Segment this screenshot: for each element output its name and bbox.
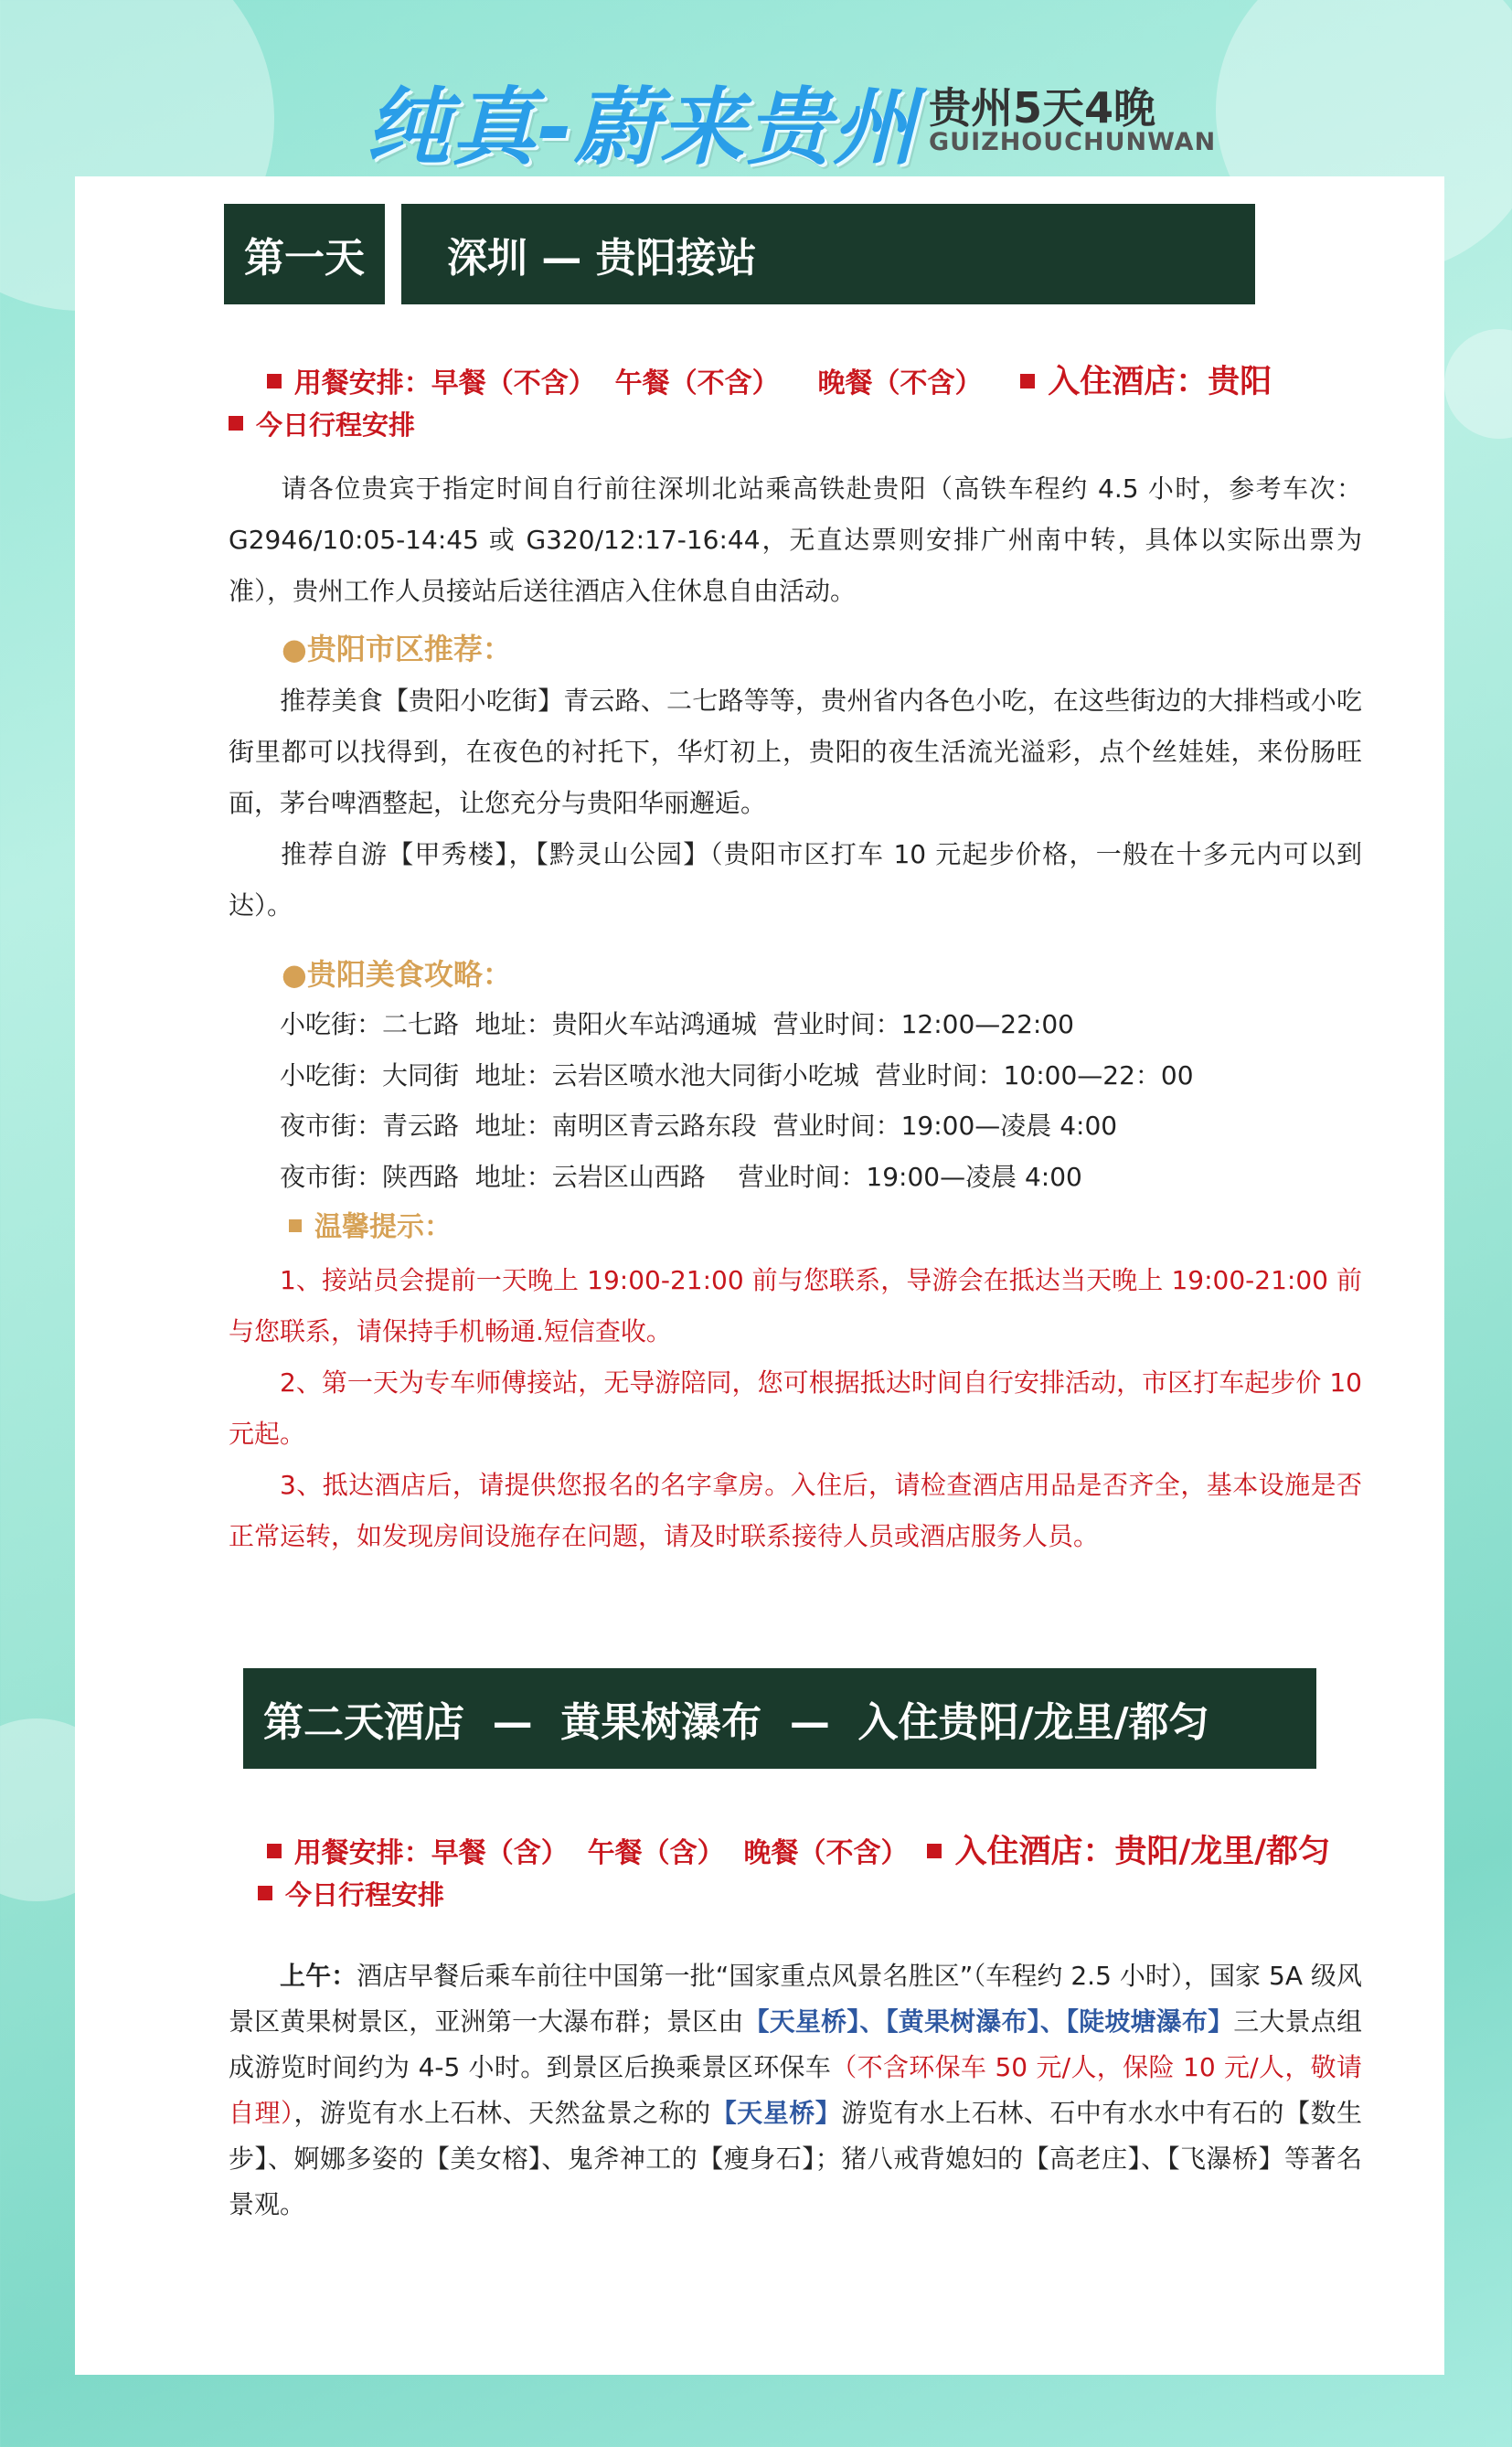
- day1-meals: 用餐安排：早餐（不含） 午餐（不含） 晚餐（不含）: [293, 367, 983, 399]
- square-bullet-icon: [927, 1844, 942, 1858]
- day1-schedule-heading: [229, 405, 415, 442]
- header: [0, 55, 1512, 174]
- food-line: 夜市街：陕西路 地址：云岩区山西路 营业时间：19:00—凌晨 4:00: [280, 1162, 1082, 1192]
- day1-tip-2: [229, 1357, 1362, 1460]
- square-bullet-icon: [229, 416, 243, 431]
- page-title: 纯真-蔚来贵州: [366, 79, 919, 176]
- day2-text: 酒店早餐后乘车前往中国第一批“国家重点风景名胜区”（车程约 2.5 小时），国家 5A 级风景区黄果树景区，亚洲第一大瀑布群；景区由: [229, 1961, 1362, 2037]
- day2-highlight: 【天星桥】: [710, 2098, 842, 2128]
- day1-tips-heading: [289, 1204, 452, 1244]
- day2-label: 第二天: [263, 1699, 384, 1746]
- day1-hotel: 入住酒店：贵阳: [1048, 364, 1272, 400]
- day1-rec-food: [229, 676, 1362, 829]
- square-bullet-icon: [267, 374, 282, 388]
- day1-label: 第一天: [224, 204, 385, 304]
- square-bullet-icon: [267, 1844, 282, 1858]
- day2-text: 游览有水上石林、石中有水水中有石的【数生步】、婀娜多姿的【美女榕】、鬼斧神工的【瘦身石】；猪八戒背媳妇的【高老庄】、【飞瀑桥】等著名景观。: [229, 2098, 1362, 2219]
- day1-intro-text: 请各位贵宾于指定时间自行前往深圳北站乘高铁赴贵阳（高铁车程约 4.5 小时，参考车次：G2946/10:05-14:45 或 G320/12:17-16:44，无直达票则安排广州南中转，具体以实际出票为准），贵州工作人员接站后送往酒店入住休息自由活动。: [229, 473, 1362, 606]
- square-bullet-icon: [289, 1219, 302, 1232]
- day1-tips-title: 温馨提示：: [314, 1211, 452, 1243]
- day1-tip-text: 2、第一天为专车师傅接站，无导游陪同，您可根据抵达时间自行安排活动，市区打车起步价 10 元起。: [229, 1367, 1362, 1449]
- day2-schedule-title: 今日行程安排: [285, 1879, 445, 1910]
- day1-tip-3: [229, 1460, 1362, 1562]
- day1-intro: [229, 463, 1362, 617]
- day2-schedule-heading: [258, 1875, 444, 1912]
- day2-text: ，游览有水上石林、天然盆景之称的: [293, 2098, 711, 2128]
- day2-text: 三大景点组成游览时间约为 4-5 小时。到景区后换乘景区环保车: [229, 2006, 1362, 2082]
- square-bullet-icon: [258, 1886, 272, 1900]
- day2-meals: 用餐安排：早餐（含） 午餐（含） 晚餐（不含）: [293, 1837, 909, 1869]
- day2-am-label: 上午：: [280, 1961, 357, 1991]
- day1-rec-tour: [229, 829, 1362, 931]
- day2-highlight: 【天星桥】、【黄果树瀑布】、【陡坡塘瀑布】: [743, 2006, 1234, 2037]
- day1-rec-food-text: 推荐美食【贵阳小吃街】青云路、二七路等等，贵州省内各色小吃，在这些街边的大排档或小吃街里都可以找得到，在夜色的衬托下，华灯初上，贵阳的夜生活流光溢彩，点个丝娃娃，来份肠旺面，茅台啤酒整起，让您充分与贵阳华丽邂逅。: [229, 686, 1362, 818]
- day2-hotel: 入住酒店：贵阳/龙里/都匀: [954, 1834, 1331, 1870]
- food-line: 小吃街：大同街 地址：云岩区喷水池大同街小吃城 营业时间：10:00—22：00: [280, 1060, 1194, 1091]
- day1-route: 深圳 — 贵阳接站: [401, 204, 1255, 304]
- day2-morning: [229, 1953, 1362, 2228]
- day1-tip-text: 3、抵达酒店后，请提供您报名的名字拿房。入住后，请检查酒店用品是否齐全，基本设施是否正常运转，如发现房间设施存在问题，请及时联系接待人员或酒店服务人员。: [229, 1470, 1362, 1551]
- food-line: 小吃街：二七路 地址：贵阳火车站鸿通城 营业时间：12:00—22:00: [280, 1009, 1074, 1039]
- trip-duration: 贵州5天4晚: [929, 83, 1156, 133]
- day1-rec-title: ●贵阳市区推荐：: [282, 632, 512, 666]
- day1-rec-tour-text: 推荐自游【甲秀楼】，【黔灵山公园】（贵阳市区打车 10 元起步价格，一般在十多元内可以到达）。: [229, 839, 1362, 920]
- day1-food-title: ●贵阳美食攻略：: [282, 957, 512, 992]
- day1-tip-1: [229, 1255, 1362, 1357]
- square-bullet-icon: [1020, 374, 1035, 388]
- food-line: 夜市街：青云路 地址：南明区青云路东段 营业时间：19:00—凌晨 4:00: [280, 1111, 1118, 1141]
- day1-tip-text: 1、接站员会提前一天晚上 19:00-21:00 前与您联系，导游会在抵达当天晚上 19:00-21:00 前与您联系，请保持手机畅通.短信查收。: [229, 1265, 1362, 1346]
- title-pinyin: GUIZHOUCHUNWAN: [929, 128, 1217, 156]
- day1-schedule-title: 今日行程安排: [256, 410, 416, 441]
- bubble-decoration: [1444, 329, 1512, 439]
- day2-route: 酒店 — 黄果树瀑布 — 入住贵阳/龙里/都匀: [384, 1699, 1209, 1746]
- itinerary-card: [75, 176, 1444, 2375]
- day2-fee-note: （不含环保车 50 元/人，保险 10 元/人，敬请自理）: [229, 2052, 1362, 2128]
- day2-bar: [243, 1668, 1316, 1769]
